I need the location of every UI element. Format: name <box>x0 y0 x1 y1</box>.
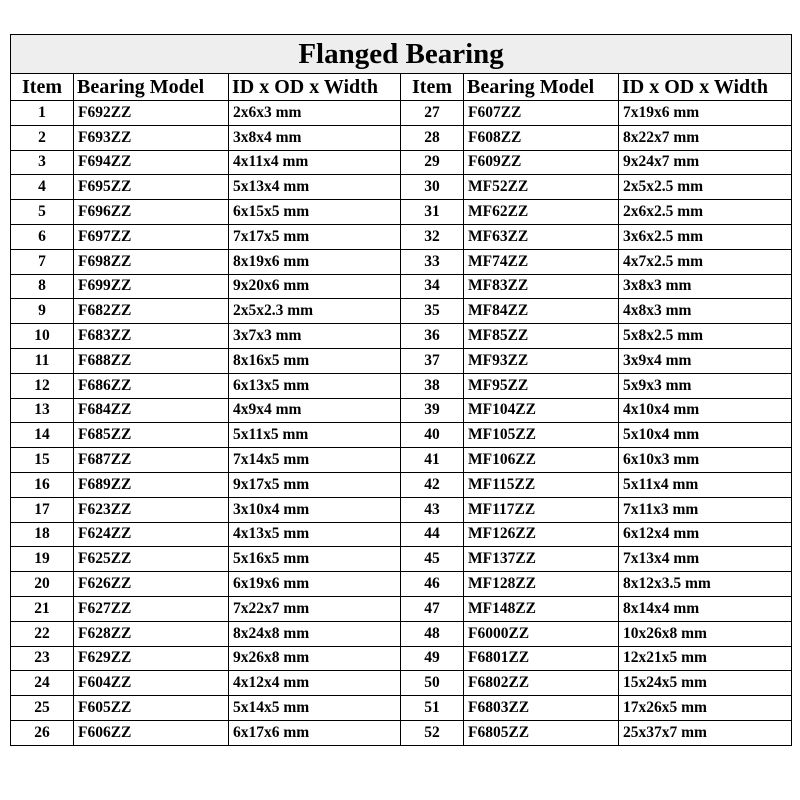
item-cell-right: 46 <box>401 572 464 597</box>
dims-cell-left: 3x10x4 mm <box>229 497 401 522</box>
model-cell-right: MF105ZZ <box>464 423 619 448</box>
table-row <box>11 547 792 572</box>
table-row <box>11 150 792 175</box>
dims-cell-left: 4x9x4 mm <box>229 398 401 423</box>
model-cell-right: F6802ZZ <box>464 671 619 696</box>
dims-cell-left: 5x14x5 mm <box>229 696 401 721</box>
dims-cell-right: 4x7x2.5 mm <box>619 249 792 274</box>
dims-cell-right: 5x11x4 mm <box>619 472 792 497</box>
model-cell-left: F605ZZ <box>74 696 229 721</box>
dims-cell-left: 4x13x5 mm <box>229 522 401 547</box>
item-cell-left: 3 <box>11 150 74 175</box>
item-cell-right: 37 <box>401 348 464 373</box>
dims-cell-left: 6x19x6 mm <box>229 572 401 597</box>
model-cell-left: F689ZZ <box>74 472 229 497</box>
table-body <box>11 101 792 746</box>
dims-cell-right: 5x10x4 mm <box>619 423 792 448</box>
model-cell-right: MF148ZZ <box>464 596 619 621</box>
table-row <box>11 175 792 200</box>
model-cell-right: MF104ZZ <box>464 398 619 423</box>
table-row <box>11 720 792 745</box>
dims-cell-right: 15x24x5 mm <box>619 671 792 696</box>
item-cell-right: 41 <box>401 448 464 473</box>
dims-cell-right: 4x10x4 mm <box>619 398 792 423</box>
header-model-right: Bearing Model <box>464 74 619 101</box>
item-cell-right: 38 <box>401 373 464 398</box>
model-cell-left: F629ZZ <box>74 646 229 671</box>
model-cell-right: MF95ZZ <box>464 373 619 398</box>
item-cell-right: 45 <box>401 547 464 572</box>
model-cell-left: F628ZZ <box>74 621 229 646</box>
item-cell-left: 20 <box>11 572 74 597</box>
item-cell-left: 24 <box>11 671 74 696</box>
model-cell-right: MF137ZZ <box>464 547 619 572</box>
dims-cell-right: 7x13x4 mm <box>619 547 792 572</box>
item-cell-left: 19 <box>11 547 74 572</box>
item-cell-left: 8 <box>11 274 74 299</box>
dims-cell-left: 6x13x5 mm <box>229 373 401 398</box>
item-cell-right: 27 <box>401 101 464 126</box>
model-cell-left: F694ZZ <box>74 150 229 175</box>
item-cell-right: 40 <box>401 423 464 448</box>
table-row <box>11 249 792 274</box>
item-cell-right: 48 <box>401 621 464 646</box>
model-cell-right: MF106ZZ <box>464 448 619 473</box>
dims-cell-right: 5x8x2.5 mm <box>619 324 792 349</box>
table-row <box>11 373 792 398</box>
model-cell-right: MF52ZZ <box>464 175 619 200</box>
model-cell-right: F607ZZ <box>464 101 619 126</box>
dims-cell-left: 6x17x6 mm <box>229 720 401 745</box>
dims-cell-left: 4x12x4 mm <box>229 671 401 696</box>
item-cell-right: 47 <box>401 596 464 621</box>
dims-cell-left: 9x26x8 mm <box>229 646 401 671</box>
dims-cell-right: 9x24x7 mm <box>619 150 792 175</box>
model-cell-right: MF62ZZ <box>464 200 619 225</box>
item-cell-left: 5 <box>11 200 74 225</box>
table-row <box>11 621 792 646</box>
bearing-table <box>10 34 792 746</box>
dims-cell-left: 9x20x6 mm <box>229 274 401 299</box>
dims-cell-left: 7x14x5 mm <box>229 448 401 473</box>
dims-cell-right: 6x12x4 mm <box>619 522 792 547</box>
model-cell-right: MF83ZZ <box>464 274 619 299</box>
dims-cell-right: 17x26x5 mm <box>619 696 792 721</box>
table-row <box>11 348 792 373</box>
item-cell-left: 14 <box>11 423 74 448</box>
model-cell-left: F682ZZ <box>74 299 229 324</box>
table-row <box>11 398 792 423</box>
table-row <box>11 472 792 497</box>
dims-cell-right: 8x22x7 mm <box>619 125 792 150</box>
table-row <box>11 497 792 522</box>
item-cell-right: 39 <box>401 398 464 423</box>
dims-cell-left: 7x22x7 mm <box>229 596 401 621</box>
model-cell-left: F692ZZ <box>74 101 229 126</box>
item-cell-left: 12 <box>11 373 74 398</box>
model-cell-left: F683ZZ <box>74 324 229 349</box>
item-cell-right: 35 <box>401 299 464 324</box>
header-dims-left: ID x OD x Width <box>229 74 401 101</box>
bearing-sheet <box>10 34 791 746</box>
item-cell-right: 31 <box>401 200 464 225</box>
model-cell-right: F6805ZZ <box>464 720 619 745</box>
item-cell-right: 43 <box>401 497 464 522</box>
model-cell-left: F606ZZ <box>74 720 229 745</box>
item-cell-left: 25 <box>11 696 74 721</box>
table-row <box>11 125 792 150</box>
item-cell-right: 36 <box>401 324 464 349</box>
item-cell-left: 2 <box>11 125 74 150</box>
header-item-right: Item <box>401 74 464 101</box>
table-row <box>11 448 792 473</box>
item-cell-right: 34 <box>401 274 464 299</box>
model-cell-right: MF63ZZ <box>464 224 619 249</box>
dims-cell-left: 3x8x4 mm <box>229 125 401 150</box>
dims-cell-left: 6x15x5 mm <box>229 200 401 225</box>
table-row <box>11 696 792 721</box>
model-cell-right: MF128ZZ <box>464 572 619 597</box>
table-row <box>11 224 792 249</box>
model-cell-left: F688ZZ <box>74 348 229 373</box>
dims-cell-left: 7x17x5 mm <box>229 224 401 249</box>
item-cell-right: 52 <box>401 720 464 745</box>
item-cell-left: 13 <box>11 398 74 423</box>
dims-cell-left: 9x17x5 mm <box>229 472 401 497</box>
header-item-left: Item <box>11 74 74 101</box>
table-row <box>11 596 792 621</box>
item-cell-right: 50 <box>401 671 464 696</box>
model-cell-right: F6000ZZ <box>464 621 619 646</box>
dims-cell-left: 3x7x3 mm <box>229 324 401 349</box>
model-cell-left: F693ZZ <box>74 125 229 150</box>
dims-cell-right: 2x5x2.5 mm <box>619 175 792 200</box>
item-cell-left: 1 <box>11 101 74 126</box>
item-cell-left: 10 <box>11 324 74 349</box>
dims-cell-right: 6x10x3 mm <box>619 448 792 473</box>
header-model-left: Bearing Model <box>74 74 229 101</box>
table-row <box>11 274 792 299</box>
dims-cell-right: 4x8x3 mm <box>619 299 792 324</box>
item-cell-right: 28 <box>401 125 464 150</box>
table-row <box>11 324 792 349</box>
model-cell-right: MF126ZZ <box>464 522 619 547</box>
model-cell-left: F604ZZ <box>74 671 229 696</box>
dims-cell-left: 8x16x5 mm <box>229 348 401 373</box>
dims-cell-left: 2x5x2.3 mm <box>229 299 401 324</box>
dims-cell-right: 3x6x2.5 mm <box>619 224 792 249</box>
item-cell-left: 11 <box>11 348 74 373</box>
model-cell-right: MF74ZZ <box>464 249 619 274</box>
dims-cell-left: 5x13x4 mm <box>229 175 401 200</box>
item-cell-left: 7 <box>11 249 74 274</box>
item-cell-left: 18 <box>11 522 74 547</box>
model-cell-right: MF93ZZ <box>464 348 619 373</box>
model-cell-left: F624ZZ <box>74 522 229 547</box>
item-cell-left: 6 <box>11 224 74 249</box>
model-cell-left: F623ZZ <box>74 497 229 522</box>
model-cell-left: F684ZZ <box>74 398 229 423</box>
dims-cell-left: 4x11x4 mm <box>229 150 401 175</box>
model-cell-left: F685ZZ <box>74 423 229 448</box>
model-cell-left: F697ZZ <box>74 224 229 249</box>
item-cell-right: 29 <box>401 150 464 175</box>
model-cell-left: F695ZZ <box>74 175 229 200</box>
dims-cell-left: 5x11x5 mm <box>229 423 401 448</box>
model-cell-right: F6803ZZ <box>464 696 619 721</box>
model-cell-right: MF84ZZ <box>464 299 619 324</box>
model-cell-right: MF117ZZ <box>464 497 619 522</box>
model-cell-left: F686ZZ <box>74 373 229 398</box>
table-row <box>11 299 792 324</box>
item-cell-left: 9 <box>11 299 74 324</box>
header-dims-right: ID x OD x Width <box>619 74 792 101</box>
item-cell-right: 33 <box>401 249 464 274</box>
table-row <box>11 671 792 696</box>
item-cell-left: 17 <box>11 497 74 522</box>
item-cell-left: 21 <box>11 596 74 621</box>
model-cell-left: F698ZZ <box>74 249 229 274</box>
dims-cell-right: 10x26x8 mm <box>619 621 792 646</box>
model-cell-left: F687ZZ <box>74 448 229 473</box>
model-cell-right: MF115ZZ <box>464 472 619 497</box>
dims-cell-left: 2x6x3 mm <box>229 101 401 126</box>
model-cell-right: MF85ZZ <box>464 324 619 349</box>
table-row <box>11 423 792 448</box>
header-row <box>11 74 792 101</box>
model-cell-left: F696ZZ <box>74 200 229 225</box>
item-cell-right: 30 <box>401 175 464 200</box>
model-cell-left: F699ZZ <box>74 274 229 299</box>
table-row <box>11 200 792 225</box>
dims-cell-left: 8x19x6 mm <box>229 249 401 274</box>
dims-cell-right: 8x12x3.5 mm <box>619 572 792 597</box>
model-cell-left: F627ZZ <box>74 596 229 621</box>
dims-cell-right: 8x14x4 mm <box>619 596 792 621</box>
model-cell-right: F608ZZ <box>464 125 619 150</box>
dims-cell-right: 5x9x3 mm <box>619 373 792 398</box>
item-cell-left: 4 <box>11 175 74 200</box>
table-title: Flanged Bearing <box>11 35 792 74</box>
table-row <box>11 572 792 597</box>
model-cell-left: F625ZZ <box>74 547 229 572</box>
item-cell-left: 22 <box>11 621 74 646</box>
dims-cell-left: 5x16x5 mm <box>229 547 401 572</box>
item-cell-right: 51 <box>401 696 464 721</box>
table-row <box>11 646 792 671</box>
item-cell-right: 32 <box>401 224 464 249</box>
table-row <box>11 522 792 547</box>
model-cell-right: F6801ZZ <box>464 646 619 671</box>
item-cell-right: 49 <box>401 646 464 671</box>
dims-cell-right: 2x6x2.5 mm <box>619 200 792 225</box>
item-cell-left: 15 <box>11 448 74 473</box>
dims-cell-right: 3x8x3 mm <box>619 274 792 299</box>
model-cell-left: F626ZZ <box>74 572 229 597</box>
dims-cell-left: 8x24x8 mm <box>229 621 401 646</box>
dims-cell-right: 25x37x7 mm <box>619 720 792 745</box>
item-cell-left: 16 <box>11 472 74 497</box>
dims-cell-right: 7x11x3 mm <box>619 497 792 522</box>
table-row <box>11 101 792 126</box>
item-cell-left: 23 <box>11 646 74 671</box>
dims-cell-right: 12x21x5 mm <box>619 646 792 671</box>
model-cell-right: F609ZZ <box>464 150 619 175</box>
item-cell-right: 44 <box>401 522 464 547</box>
dims-cell-right: 7x19x6 mm <box>619 101 792 126</box>
dims-cell-right: 3x9x4 mm <box>619 348 792 373</box>
item-cell-left: 26 <box>11 720 74 745</box>
item-cell-right: 42 <box>401 472 464 497</box>
